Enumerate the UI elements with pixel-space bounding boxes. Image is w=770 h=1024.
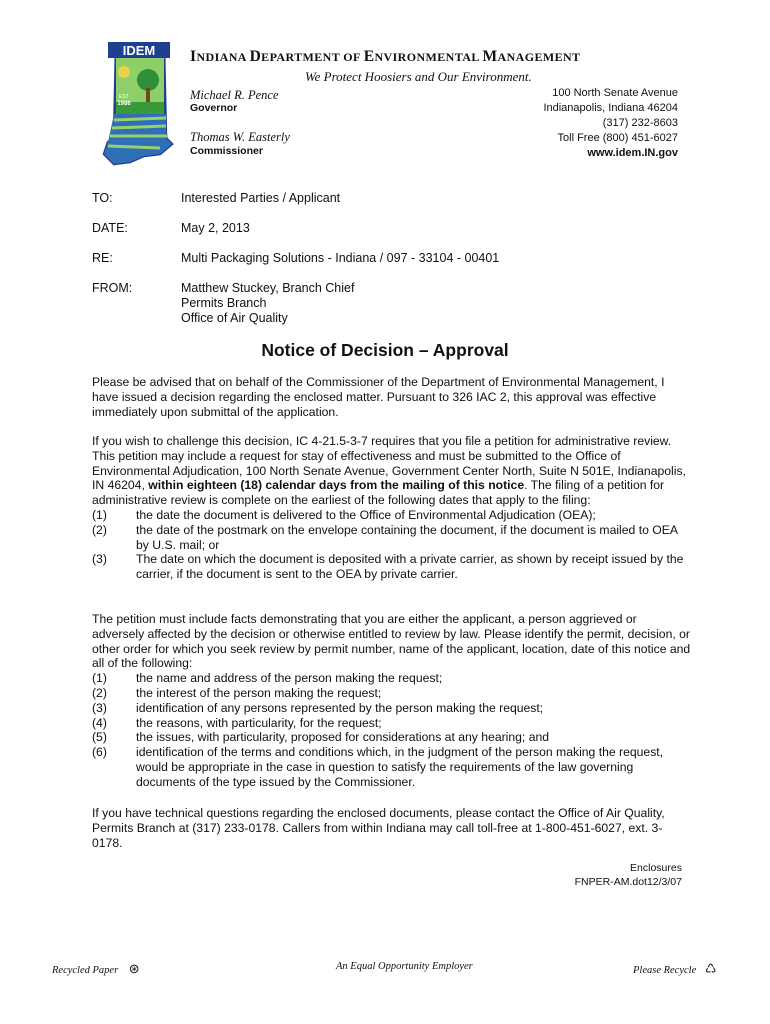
re-value: Multi Packaging Solutions - Indiana / 097 - 33104 - 00401 [181,251,500,265]
agency-name-part: NDIANA [196,50,250,64]
indiana-state-icon [94,42,184,168]
agency-name-part: EPARTMENT OF [261,50,364,64]
agency-address [543,86,678,161]
list-item: (1) the name and address of the person making the request; [92,671,443,686]
list-item: (3) The date on which the document is deposited with a private carrier, as shown by receipt issued by the carrier, if the document is sent to the OEA by private carrier. [92,552,684,582]
re-label: RE: [92,251,113,265]
to-value: Interested Parties / Applicant [181,191,341,205]
paragraph-text: If you have technical questions regarding the enclosed documents, please contact the Office of Air Quality, Permits Branch at (317) 233-0178. Callers from within Indiana may call toll-free at 1-800-451-6027, ext. 3-0178. [92,806,665,850]
recycled-paper-icon: ⊛ [128,961,140,976]
deadline-emphasis: within eighteen (18) calendar days from the mailing of this notice [148,478,525,493]
footer-equal-opportunity: An Equal Opportunity Employer [336,961,473,972]
agency-name-part: D [249,48,262,65]
agency-name-part: ANAGEMENT [497,50,581,64]
list-item: (2) the date of the postmark on the envelope containing the document, if the document is mailed to OEA by U.S. mail; or [92,522,678,552]
list-item: (2) the interest of the person making the request; [92,685,382,700]
logo-text: IDEM [122,43,156,58]
logo-year: 1986 [117,101,131,107]
logo-est: EST [119,94,129,100]
agency-motto: We Protect Hoosiers and Our Environment. [305,69,532,84]
governor-name: Michael R. Pence [190,88,279,102]
agency-name-part: E [363,48,375,65]
paragraph-contact [92,806,692,850]
governor-title: Governor [190,102,238,114]
address-line: 100 North Senate Avenue [552,87,678,99]
idem-logo [94,42,184,168]
commissioner-name: Thomas W. Easterly [190,130,290,144]
from-block [181,281,354,326]
from-label: FROM: [92,281,133,295]
agency-name-part: I [190,48,197,65]
paragraph-text: . The filing of a petition for administrative review is complete on the earliest of the following dates that apply to the filing: [92,478,665,508]
from-line: Matthew Stuckey, Branch Chief [181,281,355,295]
from-line: Office of Air Quality [181,311,288,325]
enclosures-label: Enclosures [630,862,682,874]
paragraph-challenge [92,434,692,582]
notice-title: Notice of Decision – Approval [261,340,509,360]
enclosures-block [575,861,682,889]
list-item: (4) the reasons, with particularity, for the request; [92,715,382,730]
paragraph-petition [92,612,692,790]
address-line: (317) 232-8603 [602,117,678,129]
commissioner-title: Commissioner [190,145,263,157]
form-code: FNPER-AM.dot12/3/07 [574,876,682,888]
paragraph-text: Please be advised that on behalf of the Commissioner of the Department of Environmental Management, I have issued a decision regarding the enclosed matter. Pursuant to 326 IAC 2, this approval was effective immediately upon submittal of the application. [92,375,665,419]
list-item: (1) the date the document is delivered to the Office of Environmental Adjudication (OEA); [92,507,596,522]
list-item: (3) identification of any persons represented by the person making the request; [92,700,544,715]
footer-recycled-paper: Recycled Paper ⊛ [52,961,140,976]
address-line: Toll Free (800) 451-6027 [557,132,678,144]
address-line: Indianapolis, Indiana 46204 [543,102,678,114]
paragraph-text: If you wish to challenge this decision, IC 4-21.5-3-7 requires that you file a petition for administrative review. This petition may include a request for stay of effectiveness and must be submitted to the Office of Environmental Adjudication, 100 North Senate Avenue, Government Center North, Suite N 501E, Indianapolis, IN 46204, [92,434,686,493]
recycle-icon: ♺ [704,961,717,976]
from-line: Permits Branch [181,296,267,310]
date-label: DATE: [92,221,128,235]
list-item: (6) identification of the terms and conditions which, in the judgment of the person making the request, would be appropriate in the case in question to satisfy the requirements of the law governing documents of the type issued by the Commissioner. [92,745,664,789]
agency-website-link[interactable]: www.idem.IN.gov [587,147,678,159]
paragraph-text: The petition must include facts demonstrating that you are either the applicant, a person aggrieved or adversely affected by the decision or otherwise entitled to review by law. Please identify the permit, decision, or other order for which you seek review by permit number, name of the applicant, location, date of this notice and all of the following: [92,612,691,671]
paragraph-advisement [92,375,692,419]
agency-name [190,48,580,66]
agency-name-part: M [482,48,498,65]
list-item: (5) the issues, with particularity, proposed for considerations at any hearing; and [92,730,550,745]
date-value: May 2, 2013 [181,221,250,235]
to-label: TO: [92,191,113,205]
footer-please-recycle: Please Recycle ♺ [633,961,717,976]
agency-name-part: NVIRONMENTAL [374,50,483,64]
